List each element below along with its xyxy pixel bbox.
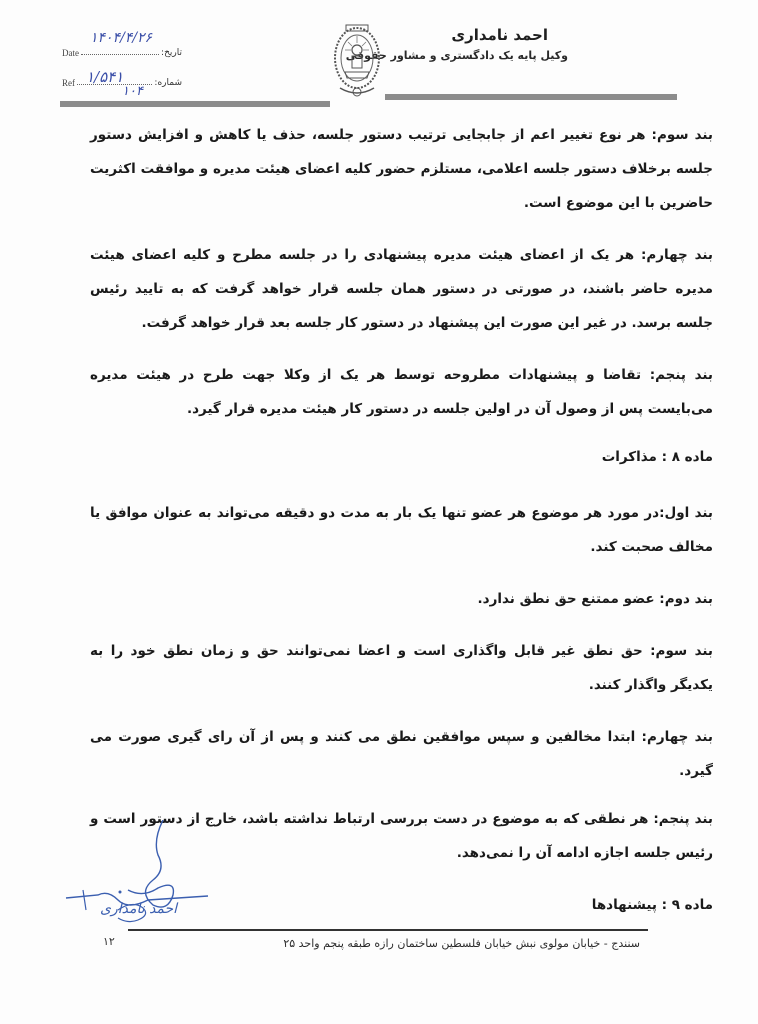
footer-divider	[128, 929, 648, 931]
ref-row	[62, 58, 182, 99]
signature-name: احمد نامداری	[100, 901, 178, 917]
date-label-fa: تاریخ:	[161, 48, 182, 58]
article-8-heading: ماده ۸ : مذاکرات	[601, 449, 713, 465]
article-8-clause-4: بند چهارم: ابتدا مخالفین و سپس موافقین نطق می کنند و پس از آن رای گیری صورت می گیرد.	[90, 729, 713, 779]
ref-value: ۱/۵۴۱	[86, 68, 124, 86]
letter-meta	[62, 28, 182, 99]
ref-value-2: ۱۰۴	[122, 84, 143, 99]
ref-label-en: Ref	[62, 78, 75, 88]
lawyer-name: احمد نامداری	[451, 26, 548, 44]
date-value: ۱۴۰۴/۴/۲۶	[90, 30, 153, 46]
date-label-en: Date	[62, 48, 79, 58]
clause-4: بند چهارم: هر یک از اعضای هیئت مدیره پیشنهادی را در جلسه مطرح و کلیه اعضای هیئت مدیره حاضر باشند، در صورتی در دستور همان جلسه قرار خواهد گرفت که به تایید رئیس جلسه برسد. در غیر این صورت این پیشنهاد در دستور کار جلسه بعد قرار خواهد گرفت.	[90, 247, 713, 331]
ref-label-fa: شماره:	[154, 78, 182, 88]
office-address: سنندج - خیابان مولوی نبش خیابان فلسطین ساختمان رازه طبقه پنجم واحد ۲۵	[283, 937, 640, 950]
article-8-clause-1: بند اول:در مورد هر موضوع هر عضو تنها یک بار به مدت دو دقیقه می‌تواند به عنوان موافق یا مخالف صحبت کند.	[90, 505, 713, 555]
date-row	[62, 28, 182, 58]
article-8-clause-2: بند دوم: عضو ممتنع حق نطق ندارد.	[477, 591, 713, 607]
article-8-clause-5: بند پنجم: هر نطقی که به موضوع در دست بررسی ارتباط نداشته باشد، خارج از دستور است و رئیس جلسه اجازه ادامه آن را نمی‌دهد.	[90, 811, 713, 861]
clause-3: بند سوم: هر نوع تغییر اعم از جابجایی ترتیب دستور جلسه، حذف یا کاهش و افزایش دستور جلسه برخلاف دستور جلسه اعلامی، مستلزم حضور کلیه اعضای هیئت مدیره و موافقت اکثریت حاضرین با این موضوع است.	[90, 127, 713, 211]
article-8-clause-3: بند سوم: حق نطق غیر قابل واگذاری است و اعضا نمی‌توانند حق و زمان نطق خود را به یکدیگر واگذار کنند.	[90, 643, 713, 693]
lawyer-title: وکیل پایه یک دادگستری و مشاور حقوقی	[345, 49, 568, 62]
page-number: ۱۲	[103, 935, 115, 948]
header-divider-right	[385, 94, 677, 100]
date-dotted-line	[81, 53, 159, 55]
article-9-heading: ماده ۹ : پیشنهادها	[591, 897, 713, 913]
lawyers-association-emblem-icon	[332, 22, 382, 98]
header-divider-left	[60, 101, 330, 107]
clause-5: بند پنجم: تقاضا و پیشنهادات مطروحه توسط هر یک از وکلا جهت طرح در هیئت مدیره می‌بایست پس از وصول آن در اولین جلسه در دستور کار هیئت مدیره قرار گیرد.	[90, 367, 713, 417]
